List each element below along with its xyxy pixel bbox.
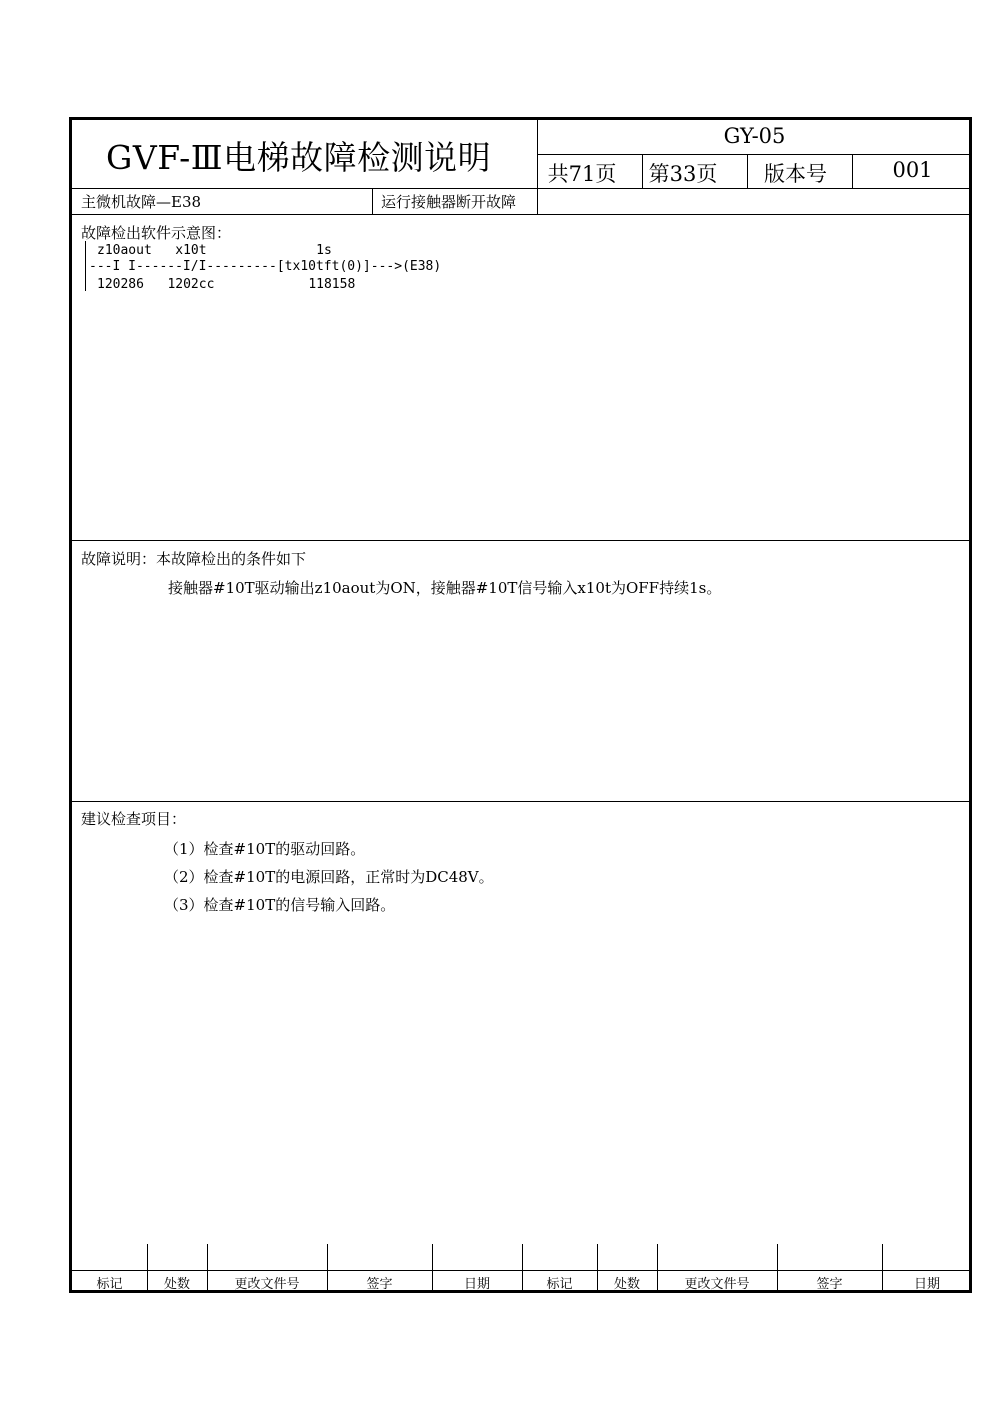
document-title: GVF-Ⅲ电梯故障检测说明 xyxy=(106,138,492,177)
footer-label-mark: 标记 xyxy=(546,1277,573,1292)
checks-heading: 建议检查项目： xyxy=(81,810,187,828)
description-body: 接触器#10T驱动输出z10aout为ON，接触器#10T信号输入x10t为OFF持续1s。 xyxy=(168,579,722,597)
diagram-section-bottom xyxy=(72,540,972,541)
version-value: 001 xyxy=(892,158,933,182)
description-heading: 故障说明：本故障检出的条件如下 xyxy=(81,550,307,568)
footer-label-signature: 签字 xyxy=(366,1277,393,1292)
current-page: 第33页 xyxy=(648,162,718,186)
footer-label-count: 处数 xyxy=(613,1277,640,1292)
diagram-heading: 故障检出软件示意图： xyxy=(81,224,232,242)
ladder-rail xyxy=(85,241,86,291)
fault-row-top xyxy=(72,188,972,189)
footer-label-count: 处数 xyxy=(163,1277,190,1292)
fault-row-divider xyxy=(372,188,373,214)
check-item-3: （3）检查#10T的信号输入回路。 xyxy=(164,896,396,914)
check-item-1: （1）检查#10T的驱动回路。 xyxy=(164,840,366,858)
total-pages: 共71页 xyxy=(547,162,617,186)
document-frame xyxy=(69,117,972,1293)
description-section-bottom xyxy=(72,801,972,802)
footer-label-date: 日期 xyxy=(913,1277,940,1292)
footer-label-signature: 签字 xyxy=(816,1277,843,1292)
footer-label-change-doc: 更改文件号 xyxy=(684,1277,750,1292)
footer-label-mark: 标记 xyxy=(96,1277,123,1292)
footer-label-change-doc: 更改文件号 xyxy=(234,1277,300,1292)
header-mid-line xyxy=(537,154,972,155)
fault-row-bottom xyxy=(72,214,972,215)
ladder-line-labels: z10aout x10t 1s xyxy=(97,243,332,258)
doc-code: GY-05 xyxy=(723,124,786,148)
ladder-line-rung: ---I I------I/I---------[tx10tft(0)]--->(E38) xyxy=(89,259,442,274)
ladder-line-addresses: 120286 1202cc 118158 xyxy=(97,277,356,292)
footer-label-date: 日期 xyxy=(463,1277,490,1292)
fault-code: 主微机故障—E38 xyxy=(81,193,202,211)
check-item-2: （2）检查#10T的电源回路，正常时为DC48V。 xyxy=(164,868,494,886)
version-label: 版本号 xyxy=(764,162,827,186)
fault-name: 运行接触器断开故障 xyxy=(381,193,517,211)
